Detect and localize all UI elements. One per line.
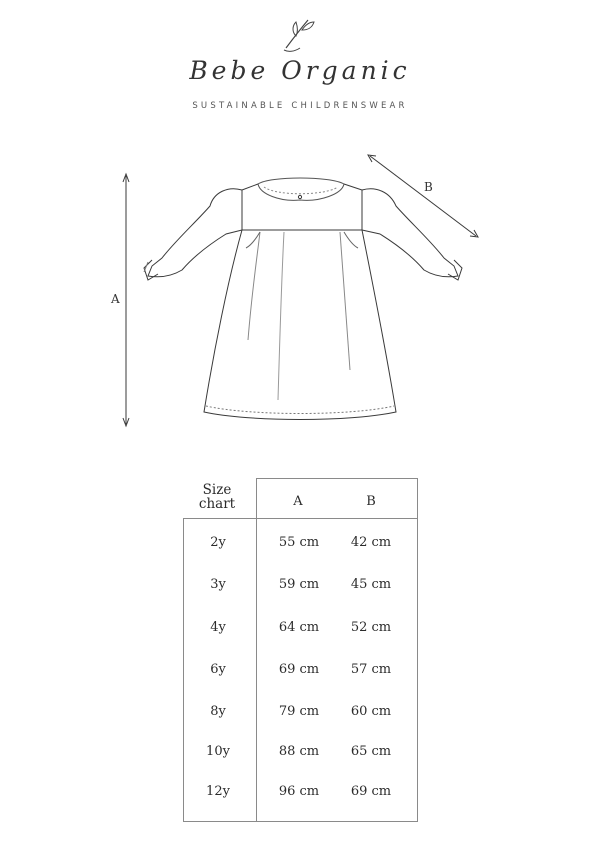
table-border-right (417, 478, 418, 822)
column-header-b: B (366, 494, 376, 509)
leaf-sprig-icon (278, 12, 318, 54)
dress-technical-drawing (100, 150, 500, 440)
dimension-label-a: A (111, 292, 120, 306)
row-value-b: 60 cm (350, 704, 392, 719)
row-value-a: 55 cm (278, 535, 320, 550)
row-size: 10y (206, 744, 230, 759)
row-value-a: 64 cm (278, 620, 320, 635)
row-value-a: 59 cm (278, 577, 320, 592)
size-chart-table (183, 478, 418, 822)
measurement-arrow-a (123, 174, 129, 426)
row-value-a: 79 cm (278, 704, 320, 719)
row-value-b: 65 cm (350, 744, 392, 759)
table-border-left (183, 518, 184, 822)
row-value-b: 57 cm (350, 662, 392, 677)
row-size: 12y (206, 784, 230, 799)
brand-tagline: SUSTAINABLE CHILDRENSWEAR (192, 101, 408, 111)
table-border-bottom (183, 821, 418, 822)
row-size: 4y (210, 620, 226, 635)
table-divider-vertical (256, 478, 257, 822)
row-size: 8y (210, 704, 226, 719)
column-header-a: A (293, 494, 303, 509)
row-size: 3y (210, 577, 226, 592)
size-chart-header-label: Size chart (198, 482, 236, 512)
row-value-a: 96 cm (278, 784, 320, 799)
row-value-b: 42 cm (350, 535, 392, 550)
brand-name: Bebe Organic (189, 56, 411, 85)
row-value-a: 88 cm (278, 744, 320, 759)
measurement-arrow-b (368, 155, 478, 237)
row-size: 6y (210, 662, 226, 677)
row-value-b: 69 cm (350, 784, 392, 799)
dimension-label-b: B (424, 180, 433, 194)
row-size: 2y (210, 535, 226, 550)
row-value-a: 69 cm (278, 662, 320, 677)
row-value-b: 52 cm (350, 620, 392, 635)
table-header-divider (183, 518, 418, 519)
table-border-top-right (256, 478, 418, 479)
row-value-b: 45 cm (350, 577, 392, 592)
